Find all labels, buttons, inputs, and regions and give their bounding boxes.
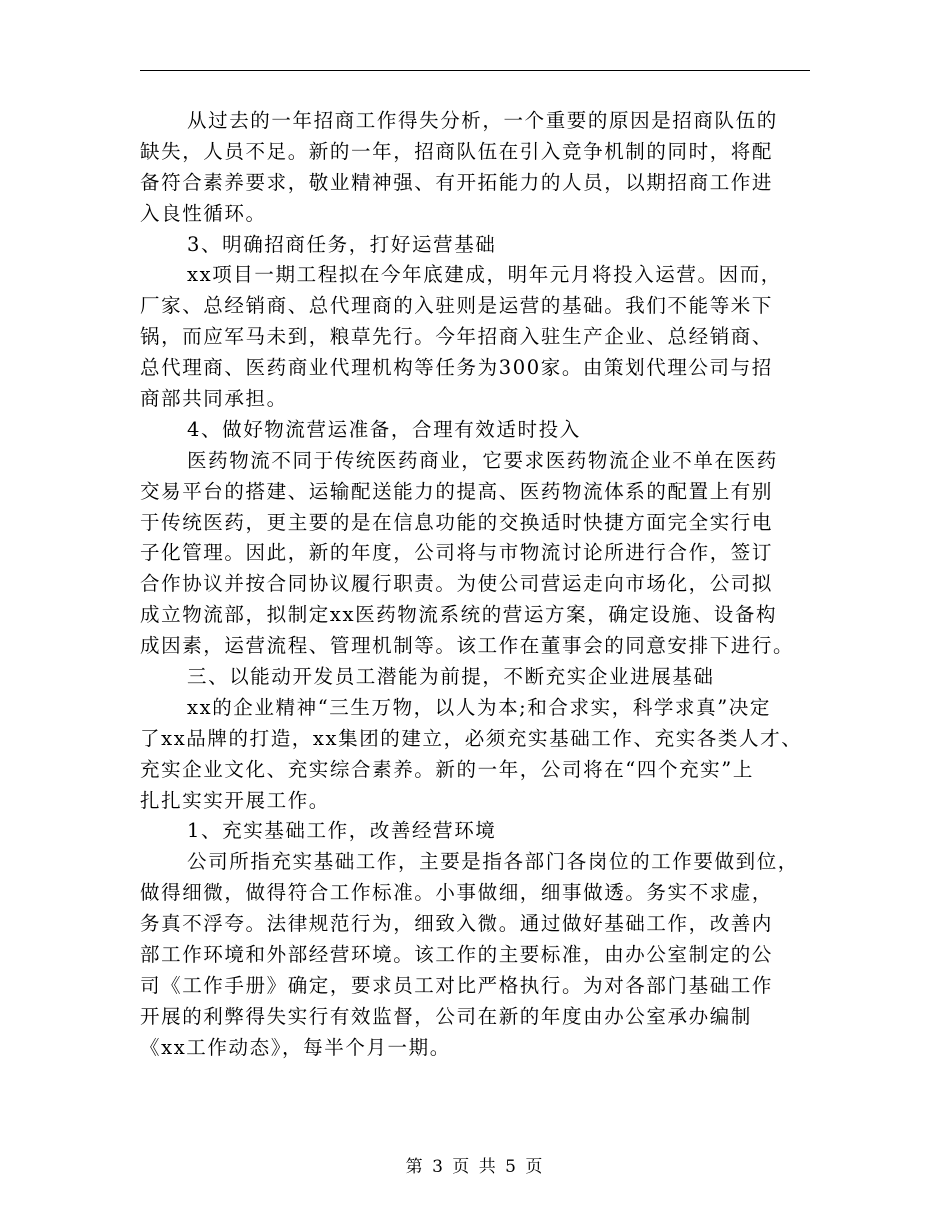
text-line: 入良性循环。 — [140, 201, 267, 225]
text-line: 缺失，人员不足。新的一年，招商队伍在引入竞争机制的同时，将配 — [140, 139, 774, 163]
page-footer: 第 3 页 共 5 页 — [405, 1157, 545, 1177]
text-line: 部工作环境和外部经营环境。该工作的主要标准，由办公室制定的公 — [140, 943, 774, 967]
text-line: 公司所指充实基础工作，主要是指各部门各岗位的工作要做到位， — [187, 850, 799, 874]
text-line: 商部共同承担。 — [140, 387, 288, 411]
text-line: 三、以能动开发员工潜能为前提，不断充实企业进展基础 — [187, 665, 715, 689]
text-line: xx项目一期工程拟在今年底建成，明年元月将投入运营。因而， — [187, 263, 782, 287]
text-line: 医药物流不同于传统医药商业，它要求医药物流企业不单在医药 — [187, 448, 778, 472]
text-line: 1、充实基础工作，改善经营环境 — [187, 819, 497, 843]
text-line: 3、明确招商任务，打好运营基础 — [187, 232, 497, 256]
header-rule — [140, 70, 810, 71]
text-line: 锅，而应军马未到，粮草先行。今年招商入驻生产企业、总经销商、 — [140, 325, 774, 349]
text-line: 充实企业文化、充实综合素养。新的一年，公司将在“四个充实”上 — [140, 757, 754, 781]
document-body — [140, 106, 820, 1064]
text-line: 合作协议并按合同协议履行职责。为使公司营运走向市场化，公司拟 — [140, 572, 774, 596]
text-line: 子化管理。因此，新的年度，公司将与市物流讨论所进行合作，签订 — [140, 541, 774, 565]
text-line: 了xx品牌的打造，xx集团的建立，必须充实基础工作、充实各类人才、 — [140, 726, 803, 750]
text-line: 务真不浮夸。法律规范行为，细致入微。通过做好基础工作，改善内 — [140, 912, 774, 936]
text-line: 开展的利弊得失实行有效监督，公司在新的年度由办公室承办编制 — [140, 1004, 752, 1028]
text-line: 于传统医药，更主要的是在信息功能的交换适时快捷方面完全实行电 — [140, 510, 774, 534]
text-line: 司《工作手册》确定，要求员工对比严格执行。为对各部门基础工作 — [140, 973, 774, 997]
text-line: 4、做好物流营运准备，合理有效适时投入 — [187, 417, 581, 441]
text-line: 成因素，运营流程、管理机制等。该工作在董事会的同意安排下进行。 — [140, 634, 795, 658]
text-line: 总代理商、医药商业代理机构等任务为300家。由策划代理公司与招 — [140, 356, 773, 380]
text-line: 备符合素养要求，敬业精神强、有开拓能力的人员，以期招商工作进 — [140, 170, 774, 194]
text-line: 《xx工作动态》，每半个月一期。 — [140, 1035, 451, 1059]
text-line: xx的企业精神“三生万物，以人为本;和合求实，科学求真”决定 — [187, 695, 772, 719]
text-line: 从过去的一年招商工作得失分析，一个重要的原因是招商队伍的 — [187, 109, 778, 132]
text-line: 成立物流部，拟制定xx医药物流系统的营运方案，确定设施、设备构 — [140, 603, 778, 627]
text-line: 厂家、总经销商、总代理商的入驻则是运营的基础。我们不能等米下 — [140, 294, 774, 318]
text-line: 交易平台的搭建、运输配送能力的提高、医药物流体系的配置上有别 — [140, 479, 774, 503]
text-line: 扎扎实实开展工作。 — [140, 788, 330, 812]
text-line: 做得细微，做得符合工作标准。小事做细，细事做透。务实不求虚， — [140, 881, 774, 905]
